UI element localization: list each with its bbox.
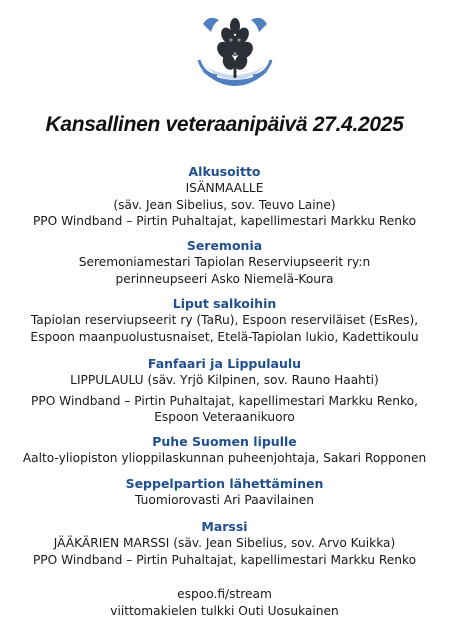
section-line: JÄÄKÄRIEN MARSSI (säv. Jean Sibelius, sov. Arvo Kuikka) [53,536,396,550]
section-line: LIPPULAULU (säv. Yrjö Kilpinen, sov. Rauno Haahti) [70,373,379,387]
section-line: (säv. Jean Sibelius, sov. Teuvo Laine) [113,197,336,212]
interpreter-note: viittomakielen tulkki Outi Uosukainen [110,603,339,618]
section-heading: Alkusoitto [188,164,261,179]
section-line: Seremoniamestari Tapiolan Reserviupseerit ry:n [78,255,371,269]
stream-link[interactable]: espoo.fi/stream [177,587,272,601]
section-heading: Puhe Suomen lipulle [152,434,297,449]
page-title: Kansallinen veteraanipäivä 27.4.2025 [45,113,404,136]
section-heading: Marssi [201,519,248,534]
section-alkusoitto [0,163,449,230]
section-line: Aalto-yliopiston ylioppilaskunnan puheenjohtaja, Sakari Ropponen [22,451,427,465]
section-line: PPO Windband – Pirtin Puhaltajat, kapellimestari Markku Renko [32,552,417,567]
section-marssi [0,518,449,568]
section-line: PPO Windband – Pirtin Puhaltajat, kapellimestari Markku Renko, [31,393,418,408]
section-line: Espoon Veteraanikuoro [154,410,295,424]
section-fanfaari-ja-lippulaulu [0,355,449,426]
section-heading: Fanfaari ja Lippulaulu [147,356,302,371]
section-line: Tapiolan reserviupseerit ry (TaRu), Espoon reserviläiset (EsRes), [30,313,419,327]
section-heading: Seremonia [186,238,263,253]
section-line: Tuomiorovasti Ari Paavilainen [135,493,314,507]
section-line: perinneupseeri Asko Niemelä-Koura [115,271,334,286]
section-puhe-suomen-lipulle [0,433,449,467]
section-heading: Seppelpartion lähettäminen [125,476,324,491]
section-seppelpartion-lahettaminen [0,475,449,509]
section-line: PPO Windband – Pirtin Puhaltajat, kapellimestari Markku Renko [32,214,417,228]
footer [0,586,449,619]
section-line: Espoon maanpuolustusnaiset, Etelä-Tapiolan lukio, Kadettikoulu [30,329,419,344]
section-line: ISÄNMAALLE [185,181,264,195]
section-liput-salkoihin [0,295,449,345]
section-seremonia [0,237,449,287]
veteran-oak-leaf-emblem-icon [195,10,275,96]
section-heading: Liput salkoihin [172,296,277,311]
